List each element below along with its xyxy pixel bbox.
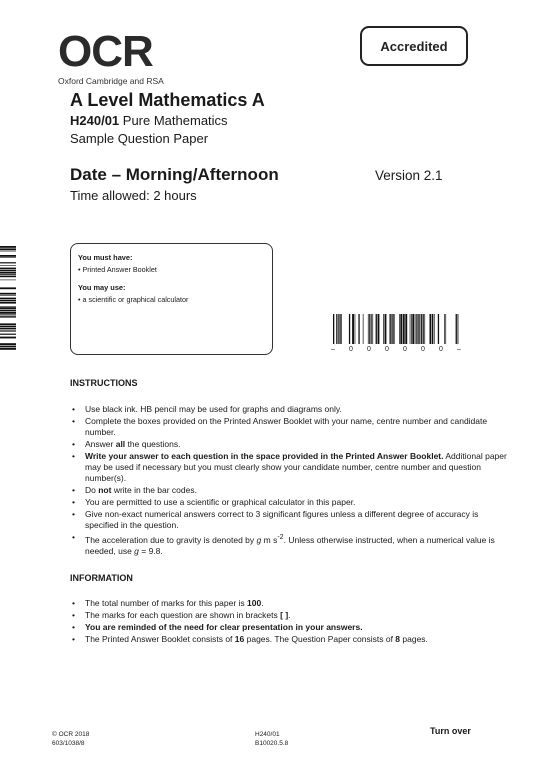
information-list — [70, 598, 510, 646]
barcode-digit: – — [457, 346, 461, 353]
paper-code: H240/01 — [70, 113, 120, 128]
information-item: • You are reminded of the need for clear presentation in your answers. — [70, 622, 510, 633]
instructions-item: • Answer all the questions. — [70, 439, 510, 450]
copyright: © OCR 2018 — [52, 731, 90, 738]
instructions-item: • Use black ink. HB pencil may be used for graphs and diagrams only. — [70, 404, 510, 415]
instructions-list — [70, 404, 510, 558]
barcode-digit: 0 — [367, 346, 371, 353]
footer-left — [52, 730, 89, 748]
instructions-item: • The acceleration due to gravity is denoted by g m $s^{-2}$. Unless otherwise instructed, when a numerical value is needed, use g = 9.8. — [70, 532, 510, 557]
time-allowed: Time allowed: 2 hours — [70, 188, 197, 203]
barcode-digits — [333, 346, 459, 356]
paper-name: Pure Mathematics — [122, 113, 228, 128]
information-heading: INFORMATION — [70, 573, 133, 583]
requirements-box — [70, 243, 273, 355]
may-use-heading: You may use: — [78, 283, 126, 292]
instructions-item: • Write your answer to each question in the space provided in the Printed Answer Booklet. Additional paper may be used if necessary but you must clearly show your candidate number, centre number and question number(s). — [70, 451, 510, 484]
side-barcode — [0, 246, 16, 352]
information-item: • The total number of marks for this paper is 100. — [70, 598, 510, 609]
instructions-item: • Complete the boxes provided on the Printed Answer Booklet with your name, centre number and candidate number. — [70, 416, 510, 438]
instructions-item: • Do not write in the bar codes. — [70, 485, 510, 496]
barcode-digit: 0 — [421, 346, 425, 353]
must-have-item: • Printed Answer Booklet — [78, 265, 157, 274]
instructions-item: • You are permitted to use a scientific or graphical calculator in this paper. — [70, 497, 510, 508]
barcode-digit: 0 — [403, 346, 407, 353]
footer-batch: B10020.5.8 — [255, 740, 289, 747]
barcode-digit: – — [331, 346, 335, 353]
version-label: Version 2.1 — [375, 168, 443, 183]
barcode-digit: 0 — [349, 346, 353, 353]
paper-type: Sample Question Paper — [70, 131, 209, 146]
instructions-item: • Give non-exact numerical answers correct to 3 significant figures unless a different degree of accuracy is specified in the question. — [70, 509, 510, 531]
must-have-heading: You must have: — [78, 253, 133, 262]
paper-code-line — [70, 113, 228, 128]
logo-subtitle: Oxford Cambridge and RSA — [58, 76, 164, 86]
instructions-heading: INSTRUCTIONS — [70, 378, 138, 388]
barcode — [333, 314, 459, 344]
ocr-logo — [58, 27, 178, 86]
may-use-item: • a scientific or graphical calculator — [78, 295, 189, 304]
turn-over: Turn over — [430, 726, 471, 736]
page-title: A Level Mathematics A — [70, 90, 265, 110]
footer-middle — [255, 730, 288, 748]
information-item: • The Printed Answer Booklet consists of 16 pages. The Question Paper consists of 8 pages. — [70, 634, 510, 645]
accredited-badge: Accredited — [360, 26, 468, 66]
information-item: • The marks for each question are shown in brackets [ ]. — [70, 610, 510, 621]
barcode-digit: 0 — [439, 346, 443, 353]
qualification-ref: 603/1038/8 — [52, 740, 85, 747]
barcode-digit: 0 — [385, 346, 389, 353]
logo-word: OCR — [58, 27, 153, 76]
exam-date: Date – Morning/Afternoon — [70, 165, 279, 184]
footer-code: H240/01 — [255, 731, 280, 738]
